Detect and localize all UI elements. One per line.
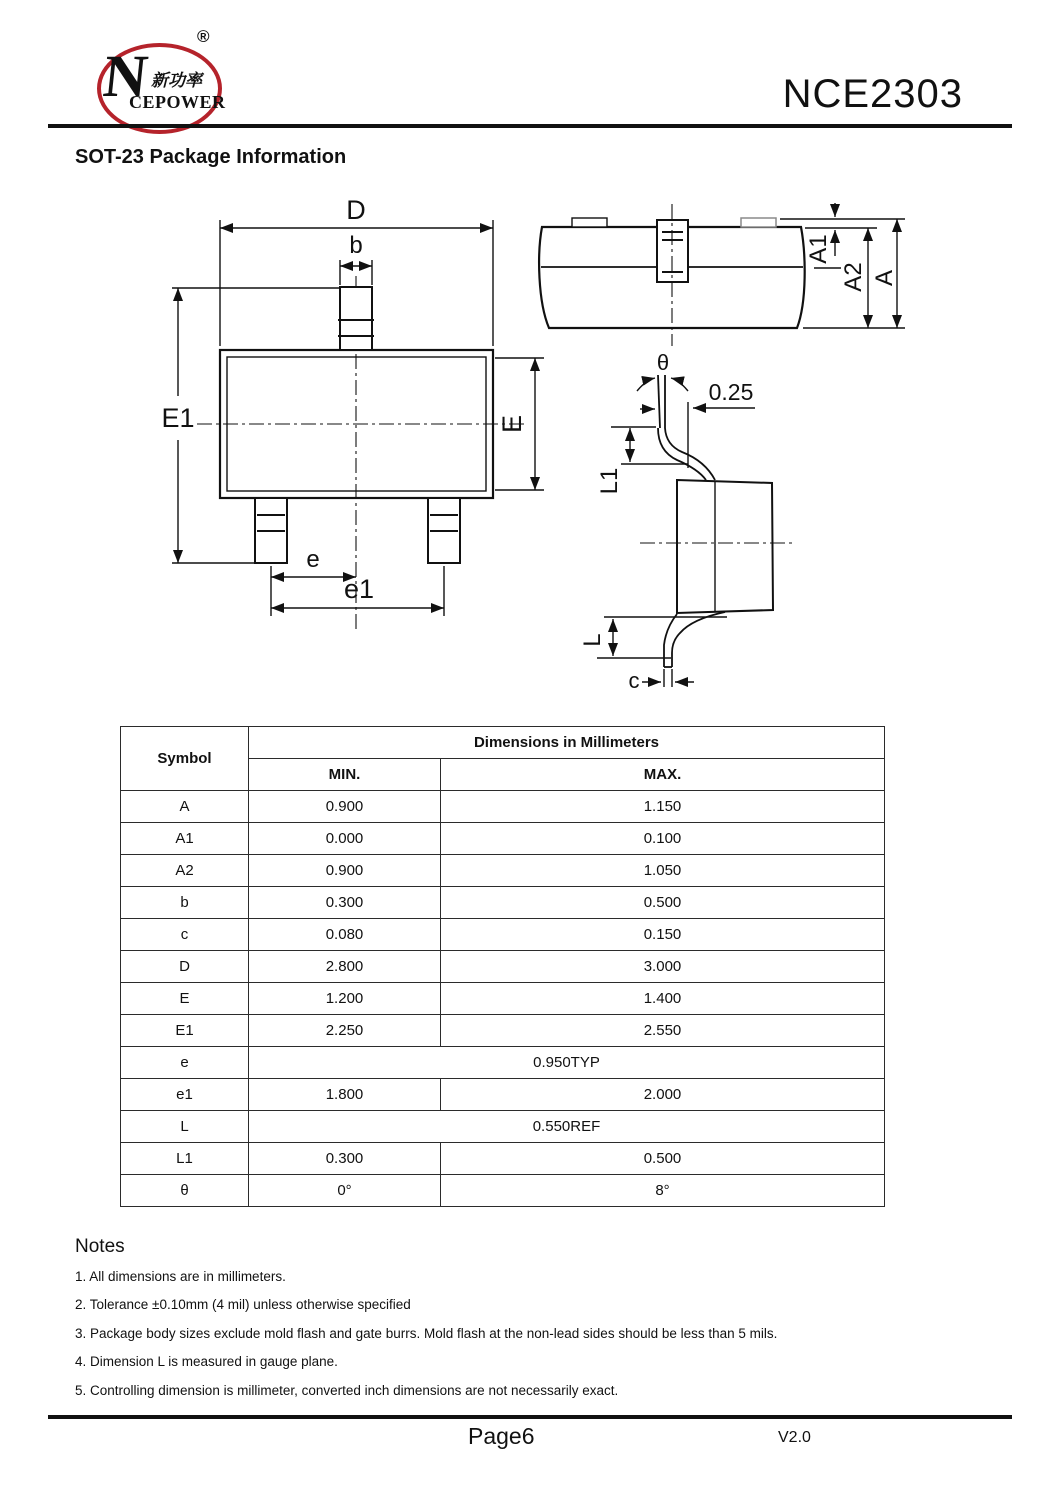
- note-item: 1. All dimensions are in millimeters.: [75, 1269, 286, 1284]
- logo-brand-text: CEPOWER: [129, 92, 226, 112]
- max-header: MAX.: [441, 759, 885, 791]
- dim-label-A: A: [871, 269, 898, 287]
- dim-label-L: L: [579, 633, 606, 647]
- symbol-cell: L1: [121, 1143, 249, 1175]
- table-row: [121, 1079, 885, 1111]
- dim-label-D: D: [346, 195, 366, 225]
- max-cell: 1.150: [441, 791, 885, 823]
- symbol-cell: A: [121, 791, 249, 823]
- note-item: 3. Package body sizes exclude mold flash and gate burrs. Mold flash at the non-lead sides should be less than 5 mils.: [75, 1325, 778, 1341]
- dim-label-offset: 0.25: [708, 379, 754, 405]
- symbol-cell: A2: [121, 855, 249, 887]
- page-number: Page6: [468, 1423, 535, 1449]
- dim-label-A1: A1: [805, 234, 832, 264]
- max-cell: 0.500: [441, 887, 885, 919]
- max-cell: 0.150: [441, 919, 885, 951]
- dim-label-e: e: [306, 546, 320, 573]
- notes-heading: Notes: [75, 1236, 125, 1257]
- min-cell: 0°: [249, 1175, 441, 1207]
- table-row: [121, 791, 885, 823]
- table-row: [121, 1175, 885, 1207]
- dim-label-E: E: [497, 414, 527, 434]
- max-cell: 3.000: [441, 951, 885, 983]
- dim-label-A2: A2: [840, 262, 867, 292]
- symbol-cell: L: [121, 1111, 249, 1143]
- symbol-cell: c: [121, 919, 249, 951]
- ncepower-logo: [95, 26, 229, 136]
- part-number: NCE2303: [782, 72, 963, 116]
- header-divider: [48, 124, 1012, 128]
- max-cell: 1.050: [441, 855, 885, 887]
- dim-label-theta: θ: [656, 350, 670, 375]
- table-row: [121, 1047, 885, 1079]
- dim-label-c: c: [628, 668, 640, 693]
- symbol-cell: E: [121, 983, 249, 1015]
- symbol-cell: e1: [121, 1079, 249, 1111]
- note-item: 5. Controlling dimension is millimeter, converted inch dimensions are not necessarily exact.: [75, 1382, 619, 1398]
- min-cell: 0.080: [249, 919, 441, 951]
- symbol-cell: b: [121, 887, 249, 919]
- min-header: MIN.: [249, 759, 441, 791]
- side-view: [539, 203, 905, 346]
- dim-label-L1: L1: [596, 467, 623, 495]
- min-cell: 0.300: [249, 887, 441, 919]
- symbol-cell: A1: [121, 823, 249, 855]
- table-row: [121, 951, 885, 983]
- logo-chinese-text: 新功率: [151, 71, 202, 90]
- max-cell: 0.100: [441, 823, 885, 855]
- min-cell: 2.250: [249, 1015, 441, 1047]
- page-title: SOT-23 Package Information: [75, 146, 347, 168]
- table-row: [121, 983, 885, 1015]
- notes-section: [75, 1236, 935, 1409]
- min-cell: 1.800: [249, 1079, 441, 1111]
- merged-value-cell: 0.950TYP: [249, 1047, 885, 1079]
- symbol-cell: e: [121, 1047, 249, 1079]
- min-cell: 0.000: [249, 823, 441, 855]
- dim-label-b: b: [349, 232, 363, 259]
- symbol-cell: θ: [121, 1175, 249, 1207]
- front-view: [161, 195, 544, 630]
- merged-value-cell: 0.550REF: [249, 1111, 885, 1143]
- document-version: V2.0: [778, 1429, 811, 1446]
- table-row: [121, 919, 885, 951]
- min-cell: 0.900: [249, 855, 441, 887]
- note-item: 4. Dimension L is measured in gauge plane.: [75, 1354, 338, 1370]
- registered-trademark-icon: ®: [197, 27, 210, 46]
- logo-n-mark: N: [100, 43, 151, 109]
- min-cell: 1.200: [249, 983, 441, 1015]
- min-cell: 0.900: [249, 791, 441, 823]
- max-cell: 2.550: [441, 1015, 885, 1047]
- package-drawing: [135, 190, 945, 720]
- footer-divider: [48, 1415, 1012, 1419]
- note-item: 2. Tolerance ±0.10mm (4 mil) unless otherwise specified: [75, 1297, 411, 1313]
- max-cell: 0.500: [441, 1143, 885, 1175]
- max-cell: 8°: [441, 1175, 885, 1207]
- table-row: [121, 887, 885, 919]
- max-cell: 1.400: [441, 983, 885, 1015]
- table-row: [121, 1111, 885, 1143]
- min-cell: 2.800: [249, 951, 441, 983]
- symbol-cell: E1: [121, 1015, 249, 1047]
- min-cell: 0.300: [249, 1143, 441, 1175]
- dim-label-e1: e1: [343, 574, 375, 604]
- table-header-row: [121, 727, 885, 759]
- dimensions-header: Dimensions in Millimeters: [249, 727, 885, 759]
- dim-label-E1: E1: [161, 403, 195, 433]
- dimensions-table: [120, 726, 885, 1207]
- table-row: [121, 823, 885, 855]
- symbol-cell: D: [121, 951, 249, 983]
- table-row: [121, 1143, 885, 1175]
- max-cell: 2.000: [441, 1079, 885, 1111]
- symbol-header: Symbol: [121, 727, 249, 791]
- lead-detail-view: [579, 350, 792, 693]
- table-row: [121, 855, 885, 887]
- table-row: [121, 1015, 885, 1047]
